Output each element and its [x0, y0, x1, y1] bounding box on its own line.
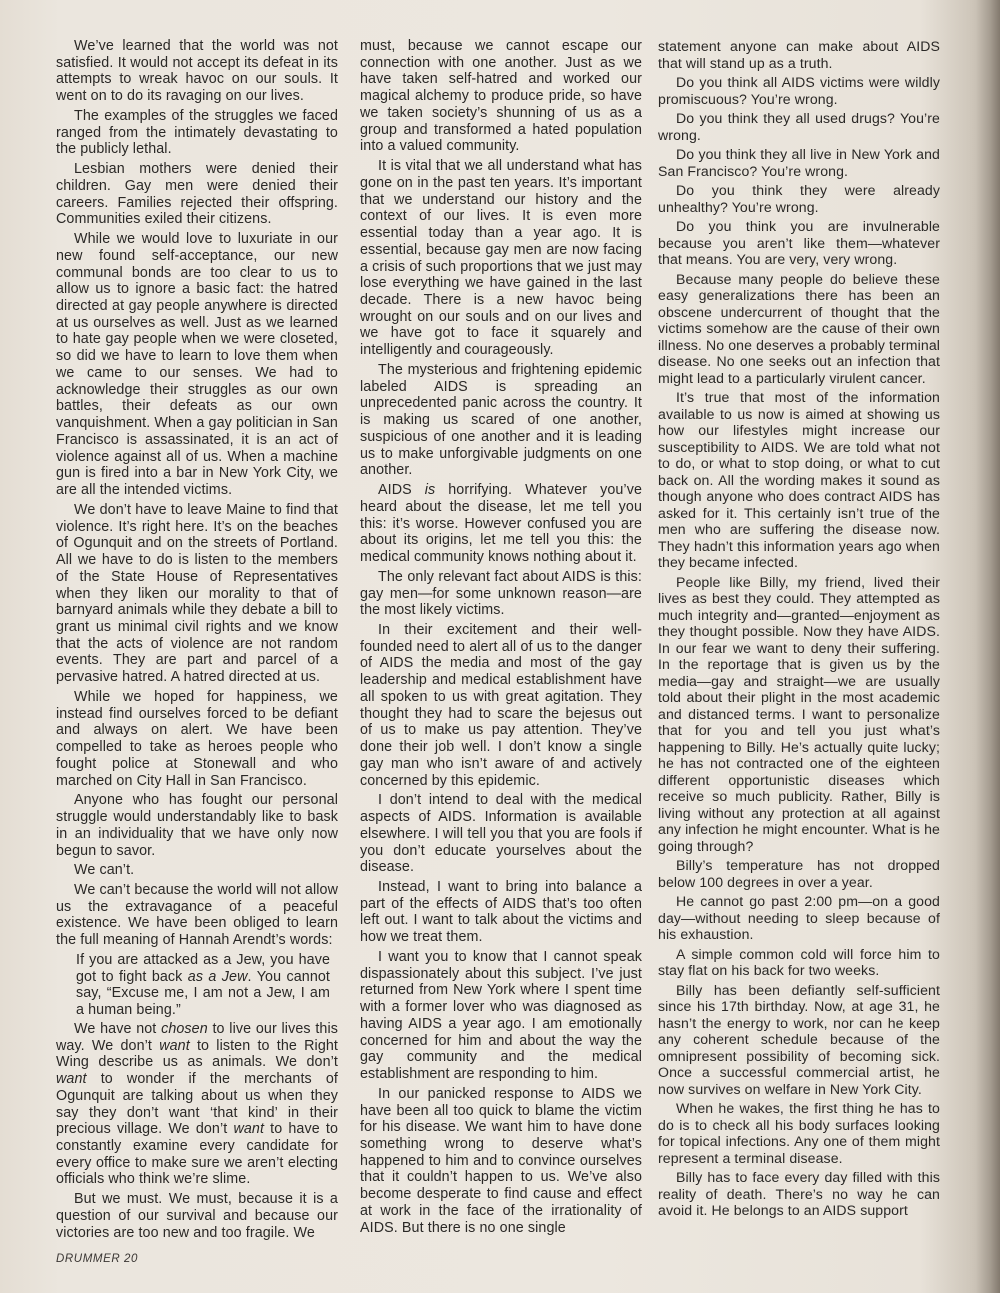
- paragraph: It’s true that most of the information available to us now is aimed at showing us how our lifestyles might increase our susceptibility to AIDS. We are told what not to do, or what to stop doing, or what to cut back on. All the wording makes it sound as though anyone who does contract AIDS has asked for it. This certainly isn’t true of the men who are suffering the disease now. They hadn’t this information years ago when they became infected.: [658, 389, 940, 570]
- paragraph: It is vital that we all understand what has gone on in the past ten years. It’s important that we understand our history and the context of our lives. It is even more essential today than a year ago. It is essential, because gay men are now facing a crisis of such proportions that we just may lose everything we have gained in the last decade. There is a new havoc being wrought on our souls and on our lives and we have got to face it squarely and intelligently and courageously.: [360, 158, 642, 359]
- paragraph: I want you to know that I cannot speak dispassionately about this subject. I’ve just returned from New York where I spent time with a former lover who was diagnosed as having AIDS a year ago. I am emotionally concerned for him and about the way the gay community and the medical establishment are responding to him.: [360, 948, 642, 1083]
- paragraph: The mysterious and frightening epidemic labeled AIDS is spreading an unprecedented panic across the country. It is making us scared of one another, suspicious of one another and it is leading us to make unforgivable judgments on one another.: [360, 361, 642, 479]
- paragraph: While we hoped for happiness, we instead find ourselves forced to be defiant and always on alert. We have been compelled to take as heroes people who fought police at Stonewall and who marched on City Hall in San Francisco.: [56, 688, 338, 789]
- paragraph: He cannot go past 2:00 pm—on a good day—without needing to sleep because of his exhaustion.: [658, 893, 940, 942]
- emphasis: want: [56, 1071, 87, 1088]
- emphasis: is: [424, 482, 436, 499]
- page-footer-label: DRUMMER 20: [56, 1253, 139, 1265]
- paragraph: But we must. We must, because it is a question of our survival and because our victories are too new and too fragile. We: [56, 1191, 338, 1241]
- paragraph: Anyone who has fought our personal struggle would understandably like to bask in an individuality that we have only now begun to savor.: [56, 792, 338, 859]
- paragraph: Billy’s temperature has not dropped below 100 degrees in over a year.: [658, 857, 940, 890]
- paragraph: Do you think they all used drugs? You’re wrong.: [658, 110, 940, 143]
- paragraph: Do you think you are invulnerable because you aren’t like them—whatever that means. You are very, very wrong.: [658, 218, 940, 267]
- quote-text: If you are attacked as a Jew, you have got to fight back: [76, 951, 330, 985]
- paragraph: Lesbian mothers were denied their children. Gay men were denied their careers. Families rejected their offspring. Communities exiled their citizens.: [56, 161, 338, 228]
- text-run: to wonder if the merchants of Ogunquit are talking about us when they say they don’t want ‘that kind’ in their precious village. We don’t: [56, 1071, 338, 1138]
- text-column-middle: [360, 38, 642, 1239]
- paragraph: Do you think they were already unhealthy? You’re wrong.: [658, 182, 940, 215]
- paragraph: In their excitement and their well-founded need to alert all of us to the danger of AIDS the media and most of the gay leadership and medical establishment have all spoken to us with great agitation. They thought they had to scare the bejesus out of us to make us pay attention. They’ve done their job well. I don’t know a single gay man who isn’t aware of and actively concerned by this epidemic.: [360, 621, 642, 789]
- paragraph: statement anyone can make about AIDS that will stand up as a truth.: [658, 38, 940, 71]
- paragraph: [360, 482, 642, 566]
- paragraph: Because many people do believe these easy generalizations there has been an obscene undercurrent of thought that the victims somehow are the cause of their own illness. No one deserves a probably terminal disease. No one seeks out an infection that might lead to a particularly virulent cancer.: [658, 270, 940, 386]
- text-run: We have not: [74, 1020, 162, 1037]
- paragraph: [56, 1021, 338, 1188]
- paragraph: While we would love to luxuriate in our new found self-acceptance, our new communal bonds are too clear to us to allow us to ignore a basic fact: the hatred directed at gay people anywhere is directed at us ourselves as well. Just as we learned to hate gay people when we were closeted, so did we have to learn to love them when we came to our senses. We had to acknowledge their struggles as our own battles, their defeats as our own vanquishment. When a gay politician in San Francisco is assassinated, it is an act of violence against all of us. When a machine gun is fired into a bar in New York City, we are all the intended victims.: [56, 231, 338, 499]
- text-run: horrifying. Whatever you’ve heard about the disease, let me tell you this: it’s worse. However confused you are about its origins, let me tell you this: the medical community knows nothing about it.: [360, 482, 642, 566]
- paragraph: Instead, I want to bring into balance a part of the effects of AIDS that’s too often left out. I want to talk about the victims and how we treat them.: [360, 878, 642, 946]
- paragraph: Billy has to face every day filled with this reality of death. There’s no way he can avoid it. He belongs to an AIDS support: [658, 1169, 940, 1218]
- paragraph: I don’t intend to deal with the medical aspects of AIDS. Information is available elsewhere. I will tell you that you are fools if you don’t educate yourselves about the disease.: [360, 792, 642, 876]
- paragraph: Do you think all AIDS victims were wildly promiscuous? You’re wrong.: [658, 74, 940, 107]
- emphasis: want: [159, 1037, 190, 1054]
- paragraph: When he wakes, the first thing he has to do is to check all his body surfaces looking for topical infections. Any one of them might represent a terminal disease.: [658, 1100, 940, 1166]
- text-column-right: [658, 38, 940, 1222]
- quote-text: . You cannot say, “Excuse me, I am not a Jew, I am a human being.”: [76, 968, 330, 1019]
- block-quote: [76, 952, 330, 1019]
- text-run: to live our lives this way. We don’t: [56, 1020, 338, 1054]
- paragraph: We can’t because the world will not allow us the extravagance of a peaceful existence. We have been obliged to learn the full meaning of Hannah Arendt’s words:: [56, 881, 338, 949]
- paragraph: We’ve learned that the world was not satisfied. It would not accept its defeat in its attempts to wreak havoc on our souls. It went on to do its ravaging on our lives.: [56, 38, 338, 105]
- text-run: to have to constantly examine every candidate for every office to make sure we aren’t electing officials who think we’re slime.: [56, 1121, 338, 1188]
- text-run: AIDS: [378, 482, 425, 499]
- quote-emphasis: as a Jew: [187, 968, 248, 985]
- paragraph: We can’t.: [74, 862, 135, 879]
- paragraph: Billy has been defiantly self-sufficient since his 17th birthday. Now, at age 31, he hasn’t the energy to work, nor can he keep any coherent schedule because of the omnipresent possibility of becoming sick. Once a successful commercial artist, he now survives on welfare in New York City.: [658, 981, 940, 1097]
- paragraph: We don’t have to leave Maine to find that violence. It’s right here. It’s on the beaches of Ogunquit and on the streets of Portland. All we have to do is listen to the members of the State House of Representatives when they liken our morality to that of barnyard animals while they debate a bill to grant us minimal civil rights and we know that the acts of violence are not random events. They are part and parcel of a pervasive hatred. A hatred directed at us.: [56, 501, 338, 686]
- emphasis: want: [233, 1121, 265, 1138]
- paragraph: must, because we cannot escape our connection with one another. Just as we have taken self-hatred and worked our magical alchemy to produce pride, so have we taken society’s shunning of us as a group and transformed a hated population into a valued community.: [360, 38, 642, 155]
- page-spine-shadow: [976, 0, 1000, 1293]
- paragraph: A simple common cold will force him to stay flat on his back for two weeks.: [658, 945, 940, 978]
- paragraph: People like Billy, my friend, lived their lives as best they could. They attempted as much integrity and—granted—enjoyment as they thought possible. Now they have AIDS. In our fear we want to deny their suffering. In the reportage that is given us by the media—gay and straight—we are usually told about their plight in the most academic and distanced terms. I want to personalize that for you and tell you just what’s happening to Billy. He’s actually quite lucky; he has not contracted one of the eighteen different opportunistic diseases which receive so much publicity. Rather, Billy is living without any protection at all against any infection he might encounter. What is he going through?: [658, 573, 940, 854]
- paragraph: Do you think they all live in New York and San Francisco? You’re wrong.: [658, 146, 940, 179]
- emphasis: chosen: [161, 1020, 208, 1037]
- text-run: to listen to the Right Wing describe us as animals. We don’t: [56, 1037, 338, 1071]
- text-column-left: [56, 38, 338, 1244]
- paragraph: The only relevant fact about AIDS is this: gay men—for some unknown reason—are the most likely victims.: [360, 568, 642, 619]
- paragraph: The examples of the struggles we faced ranged from the intimately devastating to the publicly lethal.: [56, 107, 338, 158]
- paragraph: In our panicked response to AIDS we have been all too quick to blame the victim for his disease. We want him to have done something wrong to deserve what’s happened to him and to convince ourselves that it couldn’t happen to us. We’ve also become desperate to find cause and effect at work in the face of the irrationality of AIDS. But there is no one single: [360, 1085, 642, 1236]
